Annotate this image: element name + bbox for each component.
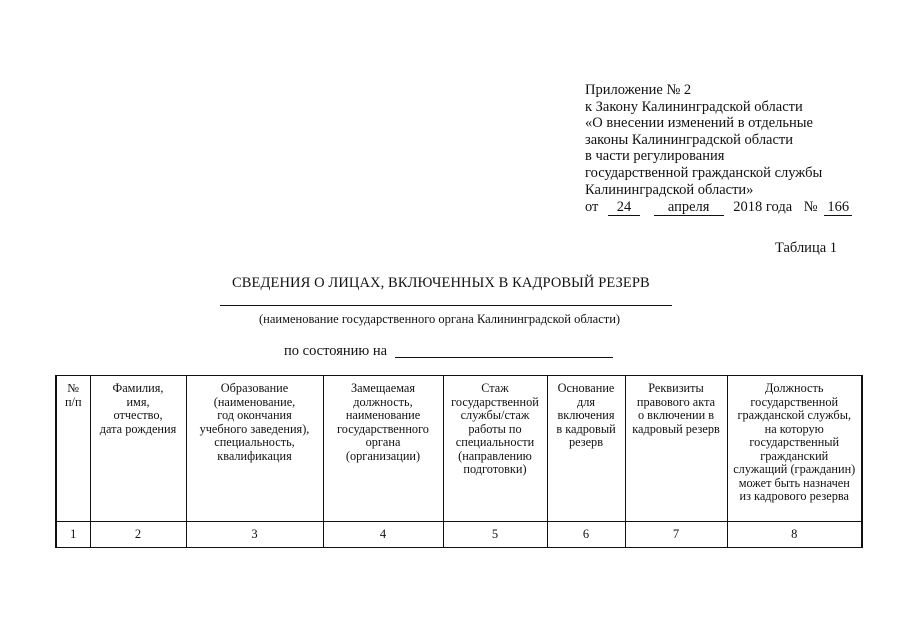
header-text: (направлению bbox=[458, 448, 532, 463]
date-prefix: от bbox=[585, 199, 599, 216]
appendix-line: государственной гражданской службы bbox=[585, 164, 823, 181]
header-text: на которую bbox=[764, 421, 824, 436]
law-date-line bbox=[585, 199, 885, 216]
header-text: (наименование, bbox=[213, 394, 296, 409]
header-text: государственной bbox=[451, 394, 539, 409]
header-text: специальность, bbox=[214, 435, 295, 449]
header-text: специальности bbox=[455, 435, 535, 449]
org-name-caption: (наименование государственного органа Калининградской области) bbox=[259, 312, 621, 326]
header-text: дата рождения bbox=[99, 421, 177, 436]
header-text: для bbox=[576, 394, 596, 409]
document-title: СВЕДЕНИЯ О ЛИЦАХ, ВКЛЮЧЕННЫХ В КАДРОВЫЙ РЕЗЕРВ bbox=[232, 275, 650, 291]
header-text: п/п bbox=[64, 394, 82, 409]
header-text: Должность bbox=[765, 381, 824, 395]
as-of-blank-line bbox=[395, 357, 613, 358]
column-number-cell: 6 bbox=[547, 522, 625, 548]
appendix-line: Приложение № 2 bbox=[585, 82, 692, 98]
header-cell-legal-act bbox=[625, 376, 727, 522]
org-name-blank-line bbox=[220, 305, 672, 306]
column-number-cell: 3 bbox=[186, 522, 323, 548]
header-text: из кадрового резерва bbox=[739, 489, 849, 503]
column-number-cell: 4 bbox=[323, 522, 443, 548]
header-text: в кадровый bbox=[556, 421, 616, 436]
header-text: о включении в bbox=[637, 408, 715, 422]
header-cell-target-position bbox=[727, 376, 862, 522]
header-cell-education bbox=[186, 376, 323, 522]
as-of-label: по состоянию на bbox=[284, 343, 388, 359]
header-text: квалификация bbox=[217, 448, 292, 463]
appendix-block bbox=[585, 82, 885, 216]
header-cell-number bbox=[56, 376, 90, 522]
appendix-line: к Закону Калининградской области bbox=[585, 98, 803, 115]
header-cell-name bbox=[90, 376, 186, 522]
header-cell-position bbox=[323, 376, 443, 522]
appendix-line: Калининградской области» bbox=[585, 181, 754, 198]
table-label: Таблица 1 bbox=[775, 240, 838, 256]
header-text: служащий (гражданин) bbox=[733, 462, 856, 476]
header-text: отчество, bbox=[113, 408, 163, 422]
header-text: должность, bbox=[353, 394, 413, 409]
header-text: Образование bbox=[220, 381, 289, 395]
column-number-cell: 8 bbox=[727, 522, 862, 548]
header-text: гражданской службы, bbox=[737, 408, 852, 422]
date-year: 2018 года bbox=[733, 199, 793, 216]
column-number-row bbox=[56, 522, 862, 548]
column-number-cell: 5 bbox=[443, 522, 547, 548]
date-day: 24 bbox=[608, 200, 640, 216]
appendix-line: в части регулирования bbox=[585, 148, 725, 165]
header-row bbox=[56, 376, 862, 522]
header-text: Фамилия, bbox=[112, 381, 164, 395]
header-text: (организации) bbox=[345, 448, 421, 463]
header-text: Замещаемая bbox=[350, 381, 416, 395]
header-text: службы/стаж bbox=[460, 408, 530, 422]
header-text: правового акта bbox=[636, 394, 716, 409]
column-number-cell: 1 bbox=[56, 522, 90, 548]
date-month: апреля bbox=[654, 200, 724, 216]
header-text: Стаж bbox=[481, 381, 509, 395]
appendix-line: «О внесении изменений в отдельные bbox=[585, 115, 813, 132]
header-text: наименование bbox=[345, 408, 421, 422]
reserve-table bbox=[55, 375, 863, 548]
column-number-cell: 7 bbox=[625, 522, 727, 548]
header-text: год окончания bbox=[217, 408, 292, 422]
header-text: № bbox=[67, 381, 80, 395]
header-cell-basis bbox=[547, 376, 625, 522]
header-text: Основание bbox=[557, 381, 615, 395]
header-text: государственного bbox=[337, 421, 429, 436]
header-text: имя, bbox=[126, 394, 150, 409]
header-text: органа bbox=[365, 435, 401, 449]
header-text: государственный bbox=[749, 435, 840, 449]
header-text: учебного заведения), bbox=[199, 421, 310, 436]
number-sign: № bbox=[803, 199, 818, 216]
header-text: гражданский bbox=[760, 448, 829, 463]
header-cell-experience bbox=[443, 376, 547, 522]
header-text: подготовки) bbox=[463, 462, 527, 476]
header-text: Реквизиты bbox=[648, 381, 704, 395]
law-number: 166 bbox=[824, 200, 852, 216]
header-text: работы по bbox=[468, 421, 522, 436]
header-text: может быть назначен bbox=[738, 475, 850, 490]
header-text: включения bbox=[557, 408, 615, 422]
header-text: государственной bbox=[750, 394, 839, 409]
header-text: кадровый резерв bbox=[632, 421, 720, 436]
header-text: резерв bbox=[568, 435, 604, 449]
appendix-line: законы Калининградской области bbox=[585, 131, 794, 148]
column-number-cell: 2 bbox=[90, 522, 186, 548]
